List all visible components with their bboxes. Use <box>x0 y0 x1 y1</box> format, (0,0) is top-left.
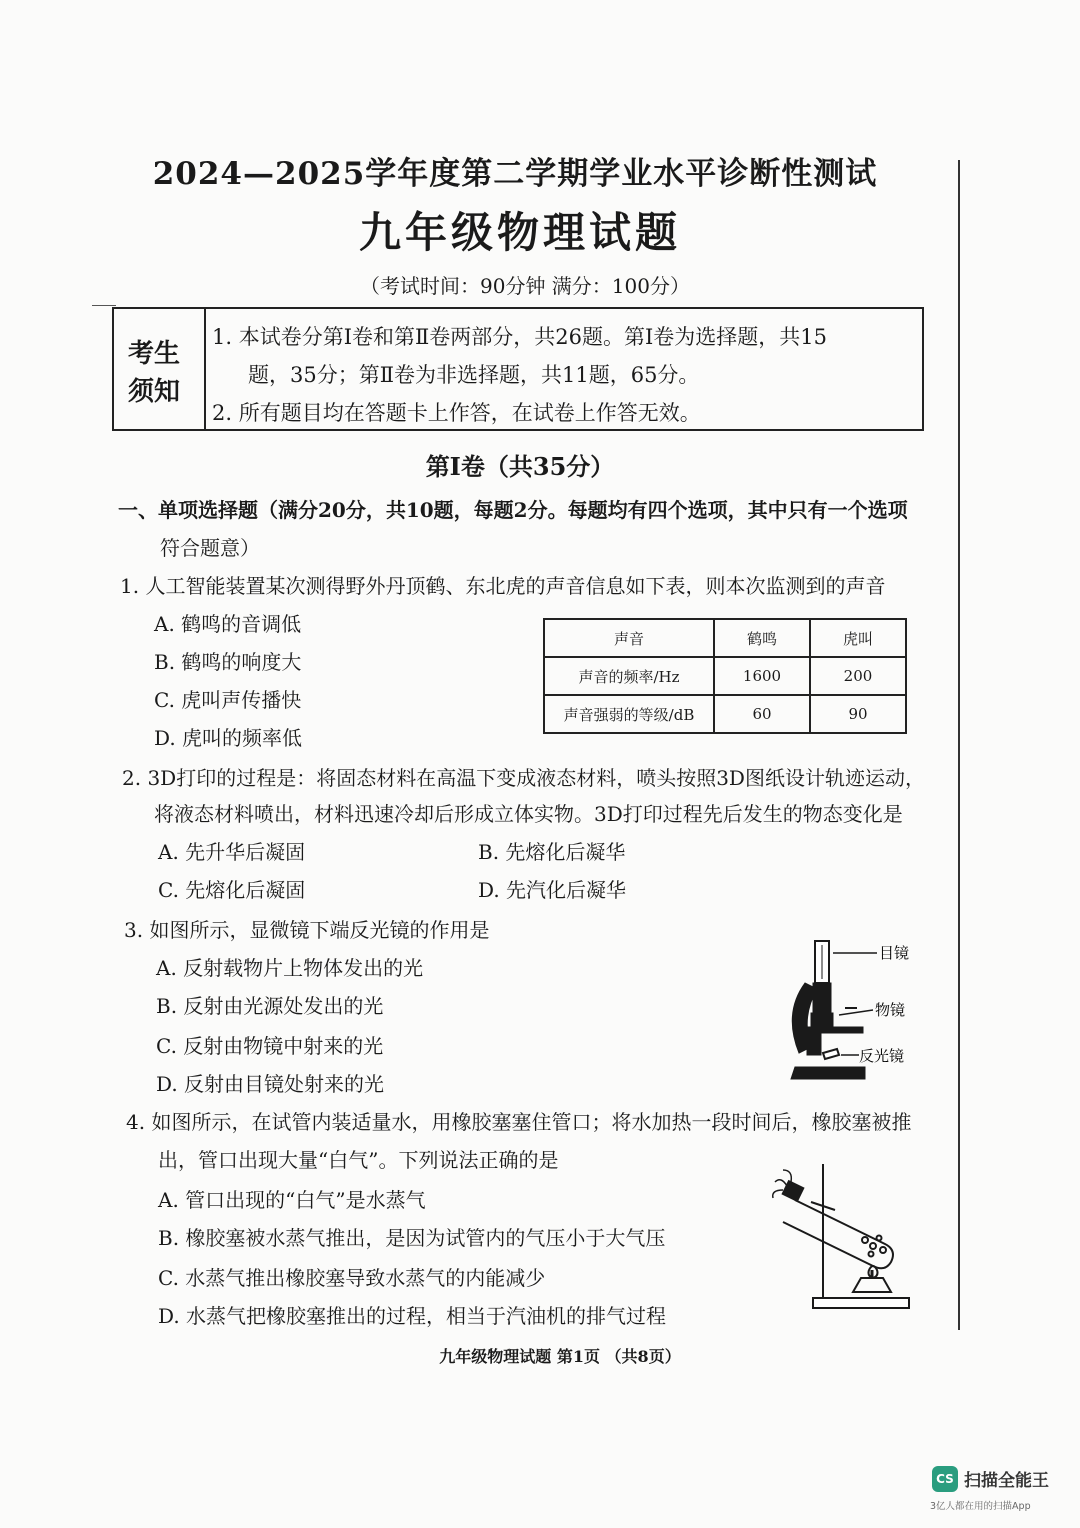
table-row <box>544 695 906 733</box>
question-2-stem: 2. 3D打印的过程是：将固态材料在高温下变成液态材料，喷头按照3D图纸设计轨迹运动， <box>122 766 925 790</box>
question-1-stem: 1. 人工智能装置某次测得野外丹顶鹤、东北虎的声音信息如下表，则本次监测到的声音 <box>120 574 886 598</box>
notice-item-2: 2. 所有题目均在答题卡上作答，在试卷上作答无效。 <box>212 401 701 425</box>
question-4-option-b: B. 橡胶塞被水蒸气推出，是因为试管内的气压小于大气压 <box>158 1226 666 1250</box>
table-header-row <box>544 619 906 657</box>
question-3-option-c: C. 反射由物镜中射来的光 <box>156 1034 384 1058</box>
candidate-notice-box <box>112 307 924 431</box>
question-2-stem-cont: 将液态材料喷出，材料迅速冷却后形成立体实物。3D打印过程先后发生的物态变化是 <box>154 802 903 826</box>
exam-series-title: 2024—2025学年度第二学期学业水平诊断性测试 <box>152 156 878 192</box>
table-cell: 声音的频率/Hz <box>544 657 714 695</box>
section-instruction: 一、单项选择题（满分20分，共10题，每题2分。每题均有四个选项，其中只有一个选项 <box>118 498 908 522</box>
scanner-logo-icon: CS <box>932 1466 958 1492</box>
question-1-option-c: C. 虎叫声传播快 <box>154 688 302 712</box>
scan-mark <box>92 305 116 306</box>
test-tube-heating-figure <box>765 1158 915 1318</box>
scanner-app-tagline: 3亿人都在用的扫描App <box>930 1501 1031 1512</box>
notice-label-bottom: 须知 <box>128 377 181 407</box>
exam-duration-score: （考试时间：90分钟 满分：100分） <box>360 274 690 298</box>
question-1-option-d: D. 虎叫的频率低 <box>154 726 303 750</box>
question-2-option-c: C. 先熔化后凝固 <box>158 878 306 902</box>
exam-title: 九年级物理试题 <box>358 208 681 257</box>
page-edge-line <box>958 160 960 1330</box>
figure-label-mirror: 反光镜 <box>859 1047 905 1065</box>
page-footer: 九年级物理试题 第1页 （共8页） <box>439 1347 681 1366</box>
table-cell: 200 <box>810 657 906 695</box>
table-header-cell: 虎叫 <box>810 619 906 657</box>
table-cell: 60 <box>714 695 810 733</box>
table-cell: 1600 <box>714 657 810 695</box>
table-cell: 90 <box>810 695 906 733</box>
question-3-stem: 3. 如图所示，显微镜下端反光镜的作用是 <box>124 918 490 942</box>
table-cell: 声音强弱的等级/dB <box>544 695 714 733</box>
figure-label-objective: 物镜 <box>875 1001 906 1019</box>
section-title: 第Ⅰ卷（共35分） <box>425 452 615 481</box>
sound-data-table <box>543 618 907 734</box>
figure-label-eyepiece: 目镜 <box>879 944 910 962</box>
scanner-app-name: 扫描全能王 <box>964 1471 1049 1491</box>
question-4-option-c: C. 水蒸气推出橡胶塞导致水蒸气的内能减少 <box>158 1266 546 1290</box>
question-4-stem-cont: 出，管口出现大量“白气”。下列说法正确的是 <box>158 1148 559 1172</box>
table-row <box>544 657 906 695</box>
notice-item-1-cont: 题，35分；第Ⅱ卷为非选择题，共11题，65分。 <box>248 363 700 387</box>
question-4-stem: 4. 如图所示，在试管内装适量水，用橡胶塞塞住管口；将水加热一段时间后，橡胶塞被推 <box>126 1110 912 1134</box>
table-header-cell: 鹤鸣 <box>714 619 810 657</box>
question-4-option-a: A. 管口出现的“白气”是水蒸气 <box>158 1188 426 1212</box>
question-2-option-d: D. 先汽化后凝华 <box>478 878 627 902</box>
question-2-option-b: B. 先熔化后凝华 <box>478 840 626 864</box>
table-header-cell: 声音 <box>544 619 714 657</box>
question-3-option-d: D. 反射由目镜处射来的光 <box>156 1072 385 1096</box>
notice-label <box>114 309 206 429</box>
microscope-figure <box>775 935 925 1090</box>
question-3-option-a: A. 反射载物片上物体发出的光 <box>156 956 424 980</box>
question-3-option-b: B. 反射由光源处发出的光 <box>156 994 384 1018</box>
question-4-option-d: D. 水蒸气把橡胶塞推出的过程，相当于汽油机的排气过程 <box>158 1304 667 1328</box>
question-2-option-a: A. 先升华后凝固 <box>158 840 306 864</box>
notice-item-1: 1. 本试卷分第Ⅰ卷和第Ⅱ卷两部分，共26题。第Ⅰ卷为选择题，共15 <box>212 325 828 349</box>
question-1-option-a: A. 鹤鸣的音调低 <box>154 612 302 636</box>
section-instruction-cont: 符合题意） <box>160 536 260 560</box>
notice-label-top: 考生 <box>128 339 181 369</box>
question-1-option-b: B. 鹤鸣的响度大 <box>154 650 302 674</box>
